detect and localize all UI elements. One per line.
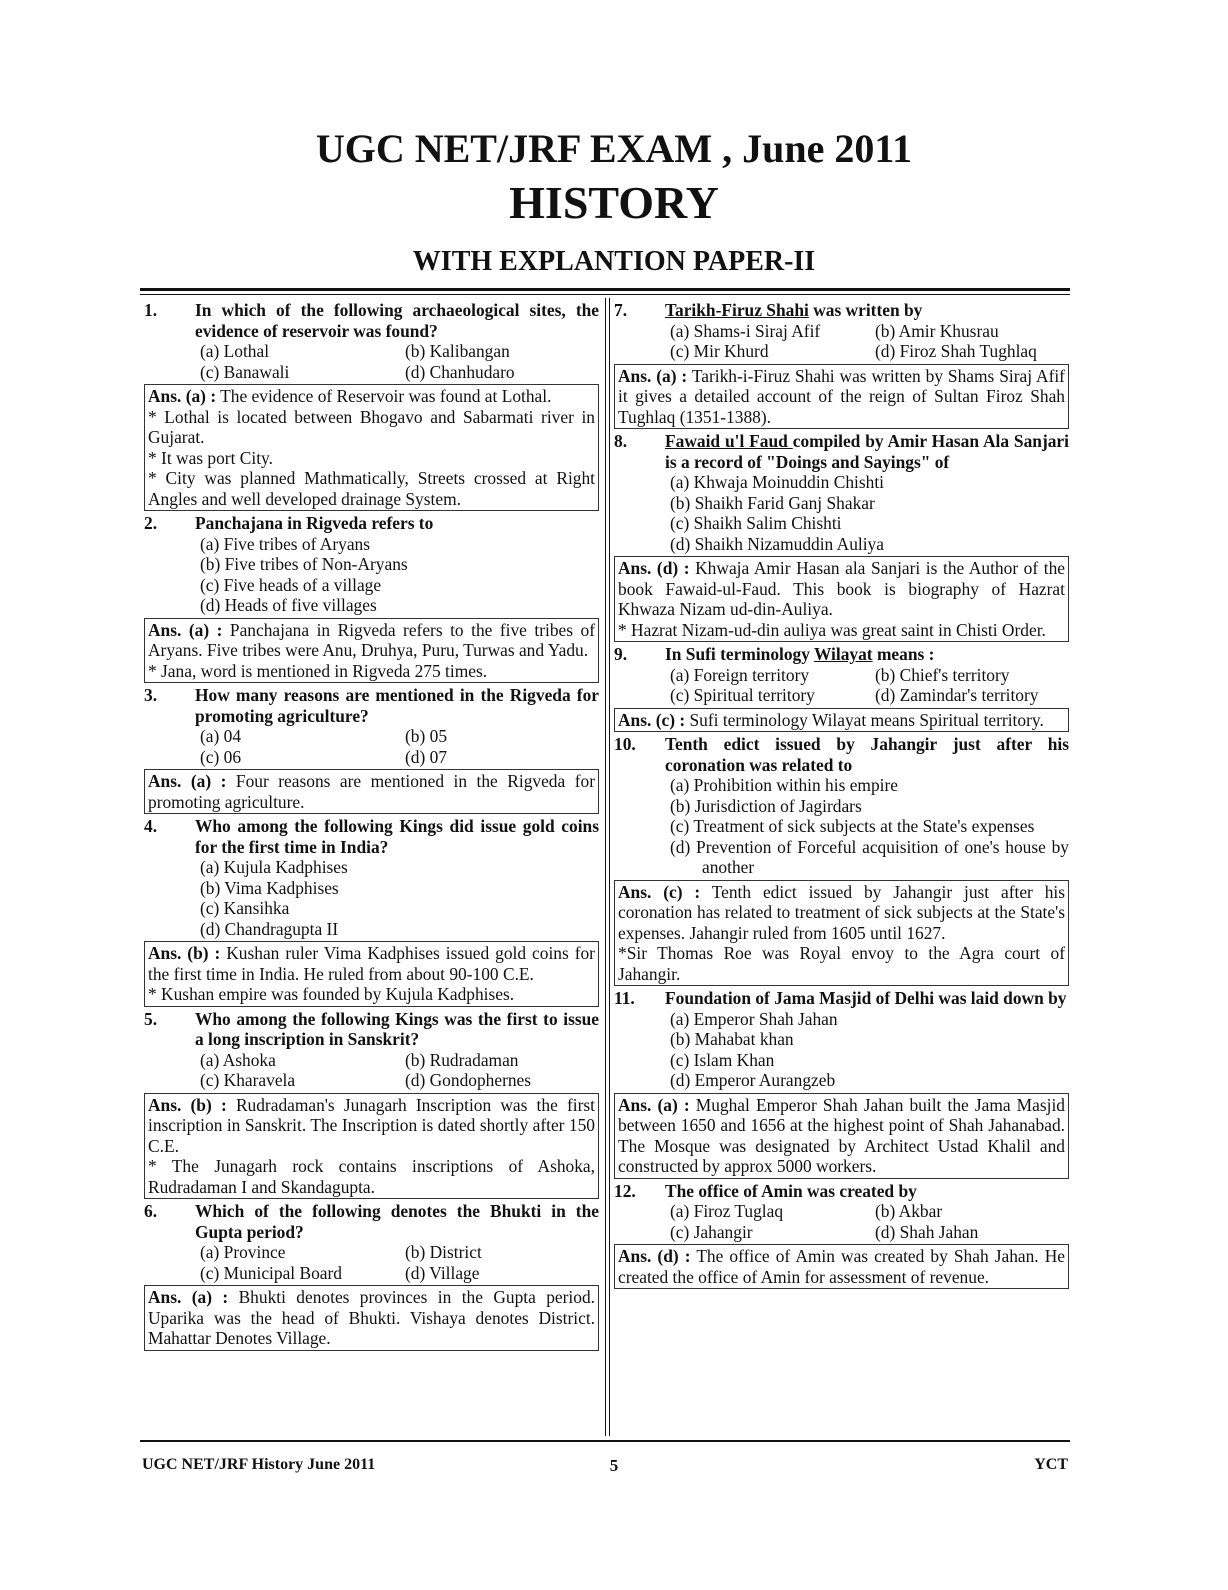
answer-label: Ans. (c) : <box>618 881 701 902</box>
option-a: (a) Khwaja Moinuddin Chishti <box>670 472 884 492</box>
answer-label: Ans. (b) : <box>148 943 221 963</box>
question-text: How many reasons are mentioned in the Rigveda for promoting agriculture? <box>195 685 599 726</box>
answer-text: Tarikh-i-Firuz Shahi was written by Shams Siraj Afif it gives a detailed account of the reign of Sultan Firoz Shah Tughlaq (1351-1388). <box>618 365 1065 427</box>
option-a: (a) Firoz Tuglaq <box>670 1201 784 1221</box>
option-c: (c) Treatment of sick subjects at the State's expenses <box>670 816 1035 836</box>
option-b: (b) Mahabat khan <box>670 1029 794 1049</box>
option-d: (d) 07 <box>405 746 448 767</box>
option-d: (d) Chanhudaro <box>405 361 515 382</box>
option-c: (c) Islam Khan <box>670 1049 775 1070</box>
option-d: (d) Heads of five villages <box>200 595 377 615</box>
answer-text: Tenth edict issued by Jahangir just after his coronation has related to treatment of sick subjects at the State's expenses. Jahangir ruled from 1605 until 1627. <box>618 881 1065 943</box>
option-b: (b) Shaikh Farid Ganj Shakar <box>670 492 875 513</box>
answer-box <box>614 556 1069 642</box>
options <box>614 665 1069 706</box>
answer-text: The evidence of Reservoir was found at Lothal. <box>220 386 552 406</box>
question-2 <box>144 513 599 683</box>
question-text: Foundation of Jama Masjid of Delhi was laid down by <box>665 988 1067 1008</box>
option-c: (c) Five heads of a village <box>200 574 382 595</box>
option-d: (d) Firoz Shah Tughlaq <box>875 341 1037 361</box>
options <box>144 1050 599 1091</box>
question-text: The office of Amin was created by <box>665 1180 917 1201</box>
answer-label: Ans. (b) : <box>148 1094 227 1115</box>
answer-label: Ans. (a) : <box>148 771 227 791</box>
question-text: was written by <box>808 300 923 320</box>
right-column <box>614 300 1069 1291</box>
answer-note: * Jana, word is mentioned in Rigveda 275 times. <box>148 660 488 681</box>
question-text: Who among the following Kings was the first to issue a long inscription in Sanskrit? <box>195 1008 599 1049</box>
option-d: (d) Zamindar's territory <box>875 685 1039 705</box>
option-c: (c) Kharavela <box>200 1070 296 1090</box>
options <box>614 321 1069 362</box>
question-number: 11. <box>614 988 635 1008</box>
footer-right: YCT <box>1034 1456 1068 1473</box>
answer-label: Ans. (a) : <box>148 1287 229 1307</box>
left-column <box>144 300 599 1353</box>
option-c: (c) 06 <box>200 746 242 767</box>
question-number: 9. <box>614 644 628 664</box>
option-d: (d) Emperor Aurangzeb <box>670 1070 836 1090</box>
answer-box <box>144 384 599 511</box>
option-a: (a) Lothal <box>200 341 270 361</box>
bottom-rule <box>140 1440 1070 1442</box>
options <box>144 341 599 382</box>
question-text-underlined: Tarikh-Firuz Shahi <box>665 300 809 320</box>
question-text: compiled by Amir Hasan Ala Sanjari is a record of "Doings and Sayings" of <box>665 431 1069 472</box>
answer-box <box>144 769 599 814</box>
question-text-underlined: Fawaid u'l Faud <box>665 431 793 451</box>
answer-note: * Lothal is located between Bhogavo and Sabarmati river in Gujarat. <box>148 406 595 447</box>
option-d: (d) Gondophernes <box>405 1070 532 1090</box>
answer-text: Four reasons are mentioned in the Rigveda for promoting agriculture. <box>148 771 595 812</box>
option-d: (d) Chandragupta II <box>200 918 339 939</box>
answer-text: Rudradaman's Junagarh Inscription was the first inscription in Sanskrit. The Inscription is dated shortly after 150 C.E. <box>148 1094 595 1156</box>
answer-text: Mughal Emperor Shah Jahan built the Jama Masjid between 1650 and 1656 at the highest point of Shah Jahanabad. The Mosque was designated by Architect Ustad Khalil and constructed by approx 5000 workers. <box>618 1094 1065 1176</box>
option-c: (c) Municipal Board <box>200 1262 342 1283</box>
exam-title: UGC NET/JRF EXAM , June 2011 <box>315 126 913 171</box>
answer-note: * Hazrat Nizam-ud-din auliya was great saint in Chisti Order. <box>618 619 1046 640</box>
answer-box <box>144 1285 599 1351</box>
answer-label: Ans. (c) : <box>618 709 686 730</box>
answer-box <box>614 880 1069 987</box>
option-c: (c) Kansihka <box>200 898 290 918</box>
option-d: (d) Village <box>405 1262 480 1283</box>
question-number: 1. <box>144 300 158 320</box>
answer-label: Ans. (d) : <box>618 558 690 578</box>
question-1 <box>144 300 599 511</box>
option-b: (b) Vima Kadphises <box>200 877 339 898</box>
options <box>614 472 1069 554</box>
answer-box <box>614 708 1069 733</box>
question-12 <box>614 1181 1069 1290</box>
answer-note: * Kushan empire was founded by Kujula Kadphises. <box>148 984 515 1004</box>
answer-text: Khwaja Amir Hasan ala Sanjari is the Author of the book Fawaid-ul-Faud. This book is biography of Hazrat Khwaza Nizam ud-din-Auliya. <box>618 558 1065 619</box>
answer-text: Kushan ruler Vima Kadphises issued gold coins for the first time in India. He ruled from about 90-100 C.E. <box>148 943 595 984</box>
question-6 <box>144 1201 599 1351</box>
option-a: (a) Foreign territory <box>670 664 810 685</box>
option-c: (c) Banawali <box>200 361 290 382</box>
question-text: Which of the following denotes the Bhukti in the Gupta period? <box>195 1201 599 1242</box>
answer-note: * City was planned Mathmatically, Streets crossed at Right Angles and well developed drainage System. <box>148 468 595 509</box>
question-text: Tenth edict issued by Jahangir just after his coronation was related to <box>665 734 1069 775</box>
question-11 <box>614 988 1069 1179</box>
option-a: (a) Prohibition within his empire <box>670 775 898 795</box>
question-number: 5. <box>144 1008 158 1029</box>
footer-left: UGC NET/JRF History June 2011 <box>142 1456 376 1473</box>
question-number: 2. <box>144 513 158 533</box>
answer-text: Panchajana in Rigveda refers to the five tribes of Aryans. Five tribes were Anu, Druhya, Puru, Turwas and Yadu. <box>148 619 595 660</box>
question-4 <box>144 816 599 1007</box>
option-a: (a) Province <box>200 1242 286 1262</box>
question-text: In which of the following archaeological sites, the evidence of reservoir was found? <box>195 300 599 341</box>
options <box>614 1201 1069 1242</box>
question-number: 4. <box>144 816 158 836</box>
question-text: Who among the following Kings did issue gold coins for the first time in India? <box>195 816 599 857</box>
option-b: (b) Rudradaman <box>405 1049 519 1070</box>
option-b: (b) Akbar <box>875 1201 943 1221</box>
answer-note: * It was port City. <box>148 447 273 468</box>
question-text: means : <box>872 644 935 664</box>
option-b: (b) Kalibangan <box>405 341 510 361</box>
question-number: 12. <box>614 1180 636 1201</box>
option-b: (b) Five tribes of Non-Aryans <box>200 554 408 574</box>
option-d: (d) Shaikh Nizamuddin Auliya <box>670 533 884 554</box>
question-number: 7. <box>614 300 628 320</box>
option-d: (d) Prevention of Forceful acquisition of one's house by another <box>670 836 1069 877</box>
answer-note: * The Junagarh rock contains inscriptions of Ashoka, Rudradaman I and Skandagupta. <box>148 1156 595 1197</box>
options <box>614 775 1069 878</box>
column-divider <box>605 298 606 1436</box>
answer-text: The office of Amin was created by Shah Jahan. He created the office of Amin for assessment of revenue. <box>618 1246 1065 1287</box>
options <box>144 857 599 939</box>
answer-label: Ans. (a) : <box>148 386 217 406</box>
column-divider-inner <box>609 298 610 1436</box>
question-text-prefix: In Sufi terminology <box>665 644 814 664</box>
question-number: 3. <box>144 685 158 705</box>
top-rule-thin <box>140 294 1070 295</box>
option-a: (a) Five tribes of Aryans <box>200 533 370 554</box>
question-number: 10. <box>614 734 636 754</box>
option-b: (b) District <box>405 1242 482 1262</box>
options <box>614 1009 1069 1091</box>
option-b: (b) Chief's territory <box>875 664 1010 685</box>
answer-label: Ans. (a) : <box>618 1094 690 1115</box>
option-c: (c) Shaikh Salim Chishti <box>670 513 842 533</box>
option-a: (a) Shams-i Siraj Afif <box>670 320 821 341</box>
option-a: (a) Kujula Kadphises <box>200 857 348 877</box>
question-text-underlined: Wilayat <box>813 644 873 664</box>
answer-box <box>614 1093 1069 1179</box>
subject-title: HISTORY <box>509 177 719 228</box>
option-b: (b) Jurisdiction of Jagirdars <box>670 795 862 816</box>
page-number: 5 <box>609 1456 619 1475</box>
options <box>144 726 599 767</box>
option-a: (a) Emperor Shah Jahan <box>670 1008 838 1029</box>
answer-box <box>614 1244 1069 1289</box>
answer-label: Ans. (d) : <box>618 1246 691 1266</box>
option-d: (d) Shah Jahan <box>875 1221 979 1242</box>
option-a: (a) Ashoka <box>200 1049 276 1070</box>
option-a: (a) 04 <box>200 726 242 746</box>
option-b: (b) Amir Khusrau <box>875 320 999 341</box>
answer-text: Sufi terminology Wilayat means Spiritual territory. <box>689 709 1044 730</box>
paper-subtitle: WITH EXPLANTION PAPER-II <box>412 246 816 277</box>
options <box>144 534 599 616</box>
answer-note: *Sir Thomas Roe was Royal envoy to the Agra court of Jahangir. <box>618 943 1065 984</box>
question-8 <box>614 431 1069 642</box>
question-3 <box>144 685 599 814</box>
option-b: (b) 05 <box>405 726 448 746</box>
options <box>144 1242 599 1283</box>
question-number: 8. <box>614 431 628 451</box>
question-number: 6. <box>144 1201 158 1221</box>
option-c: (c) Jahangir <box>670 1221 753 1242</box>
answer-box <box>144 618 599 684</box>
question-5 <box>144 1009 599 1200</box>
answer-text: Bhukti denotes provinces in the Gupta period. Uparika was the head of Bhukti. Vishaya denotes District. Mahattar Denotes Village. <box>148 1287 595 1348</box>
question-text: Panchajana in Rigveda refers to <box>195 513 434 533</box>
option-c: (c) Spiritual territory <box>670 685 815 705</box>
top-rule <box>140 288 1070 291</box>
answer-box <box>614 364 1069 430</box>
question-7 <box>614 300 1069 429</box>
answer-box <box>144 941 599 1007</box>
question-9 <box>614 644 1069 732</box>
question-10 <box>614 734 1069 986</box>
answer-box <box>144 1093 599 1200</box>
answer-label: Ans. (a) : <box>148 619 223 640</box>
answer-label: Ans. (a) : <box>618 365 688 386</box>
option-c: (c) Mir Khurd <box>670 341 769 361</box>
